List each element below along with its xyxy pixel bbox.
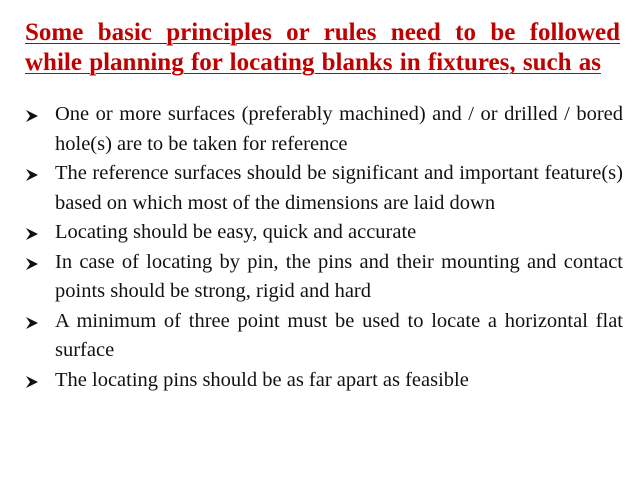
bullet-item (25, 307, 623, 366)
bullet-text: A minimum of three point must be used to locate a horizontal flat surface (55, 309, 623, 361)
slide-title (25, 18, 620, 78)
bullet-item (25, 100, 623, 159)
bullet-item (25, 159, 623, 218)
arrow-bullet-icon (25, 227, 39, 241)
slide-title-line-1: Some basic principles or rules need to be followed (25, 19, 620, 46)
bullet-list (25, 100, 623, 395)
bullet-text: The locating pins should be as far apart as feasible (55, 368, 469, 391)
arrow-bullet-icon (25, 375, 39, 389)
bullet-item (25, 218, 623, 248)
arrow-bullet-icon (25, 316, 39, 330)
arrow-bullet-icon (25, 109, 39, 123)
bullet-item (25, 366, 623, 396)
slide-title-line-2: while planning for locating blanks in fixtures, such as (25, 49, 601, 76)
bullet-text: Locating should be easy, quick and accurate (55, 221, 417, 243)
bullet-item (25, 248, 623, 307)
bullet-text: The reference surfaces should be significant and important feature(s) based on which most of the dimensions are laid down (55, 162, 623, 214)
bullet-text: In case of locating by pin, the pins and their mounting and contact points should be strong, rigid and hard (55, 250, 623, 302)
arrow-bullet-icon (25, 168, 39, 182)
arrow-bullet-icon (25, 257, 39, 271)
bullet-text: One or more surfaces (preferably machined) and / or drilled / bored hole(s) are to be taken for reference (55, 103, 623, 155)
